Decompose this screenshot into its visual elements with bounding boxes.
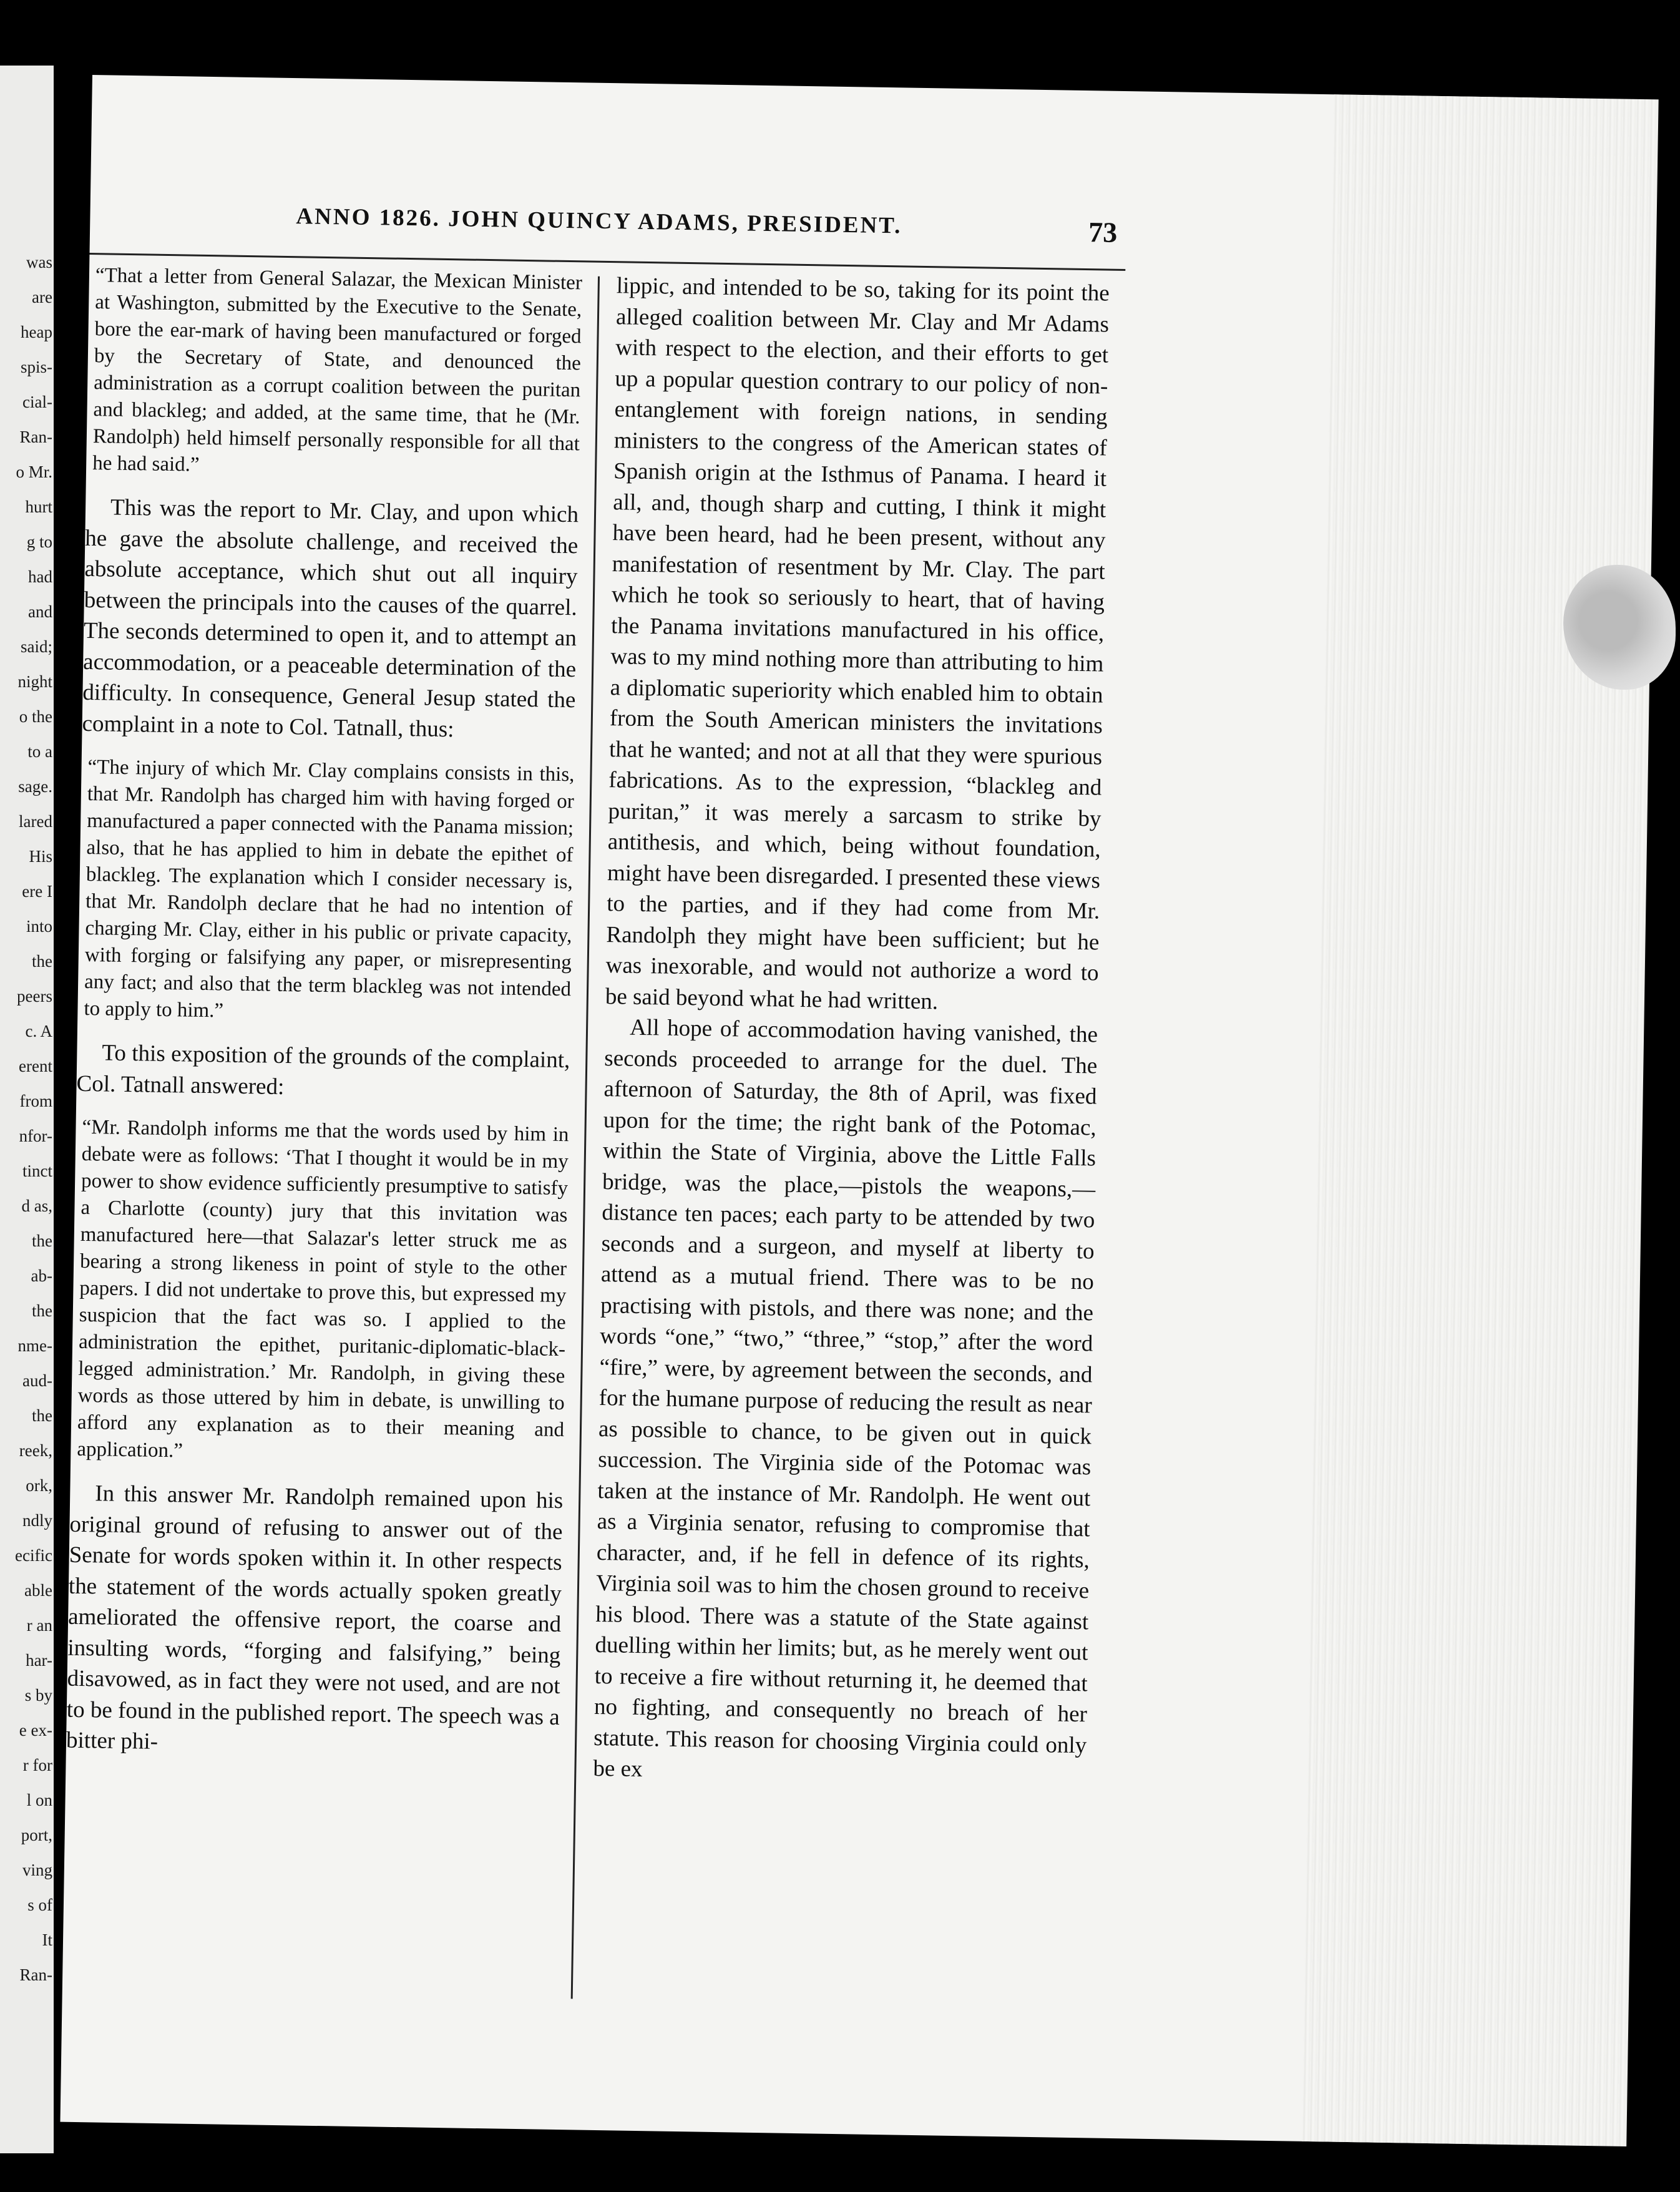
previous-page-fragment: e ex- [19, 1721, 52, 1739]
previous-page-fragment: able [24, 1581, 52, 1600]
previous-page-fragment: d as, [21, 1196, 52, 1215]
quote-salazar-letter: “That a letter from General Salazar, the Mexican Minister at Washington, submitted by the Executive to the Senate, bore the ear-mark of having been manufactured or forged by the Secretary of State, and denounced the administration as a corrupt coalition between the puritan and blackleg; and added, at the same time, that he (Mr. Randolph) held himself personally responsible for all that he had said.” [92, 264, 583, 476]
previous-page-fragment: s by [24, 1686, 52, 1705]
previous-page-fragment: to a [27, 742, 52, 761]
previous-page-fragment: har- [26, 1651, 52, 1670]
previous-page-fragment: are [32, 288, 52, 306]
paragraph-philippic: lippic, and intended to be so, taking for its point the alleged coalition between Mr. Clay and Mr Adams with respect to the election, and their efforts to get up a popular question contrary to our policy of non-entanglement with foreign nations, in sending ministers to the congress of the American states of Spanish origin at the Isthmus of Panama. I heard it all, and, though sharp and cutting, I think it might have been heard, had he been present, without any manifestation of resentment by Mr. Clay. The part which he took so seriously to heart, that of having the Panama invitations manufactured in his office, was to my mind nothing more than attributing to him a diplomatic superiority which enabled him to obtain from the South American ministers the invitations that he wanted; and not at all that they were spurious fabrications. As to the expression, “blackleg and puritan,” it was merely a sarcasm to strike by antithesis, and which, being without foundation, might have been disregarded. I presented these views to the parties, and if they had come from Mr. Randolph they might have been sufficient; but he was inexorable, and would not authorize a word to be said beyond what he had written. [605, 273, 1110, 1014]
previous-page-fragment: hurt [25, 497, 52, 516]
previous-page-fragment: the [32, 1301, 52, 1320]
quote-jesup-complaint: “The injury of which Mr. Clay complains consists in this, that Mr. Randolph has charged him with having forged or manufactured a paper connected with the Panama mission; also, that he has applied to him in debate the epithet of blackleg. The explanation which I consider necessary is, that Mr. Randolph declare that he had no intention of charging Mr. Clay, either in his public or private capacity, with forging or falsifying any paper, or misrepresenting any fact; and also that the term blackleg was not intended to apply to him.” [84, 756, 575, 1022]
previous-page-fragment: l on [26, 1791, 52, 1809]
previous-page-fragment: o the [19, 707, 52, 726]
quote-randolph-words: “Mr. Randolph informs me that the words used by him in debate were as follows: ‘That I thought it would be in my power to show evidence sufficiently presumptive to satisfy a Charlotte (county) jury that this invitation was manufactured here—that Salazar's letter struck me as bearing a strong likeness in point of style to the other papers. I did not undertake to prove this, but expressed my suspicion that the fact was so. I applied to the administration the epithet, puritanic-diplomatic-black-legged administration.’ Mr. Randolph, in giving these words as those uttered by him in debate, is unwilling to afford any explanation as to their meaning and application.” [77, 1115, 569, 1462]
previous-page-fragment: Ran- [19, 1965, 52, 1984]
previous-page-fragment: sage. [18, 777, 52, 796]
previous-page-fragment: the [32, 952, 52, 971]
previous-page-fragment: lared [19, 812, 52, 831]
previous-page-fragment: ork, [26, 1476, 52, 1495]
page-number: 73 [1088, 216, 1118, 248]
previous-page-fragment: tinct [22, 1162, 52, 1180]
paragraph-tatnall-answer: To this exposition of the grounds of the complaint, Col. Tatnall answered: [76, 1040, 570, 1100]
previous-page-fragment: c. A [25, 1022, 52, 1040]
paragraph-report-to-clay: This was the report to Mr. Clay, and upon which he gave the absolute challenge, and received the absolute acceptance, which shut out all inquiry between the principals into the causes of the quarrel. The seconds determined to open it, and to attempt an accommodation, or a peaceable determination of the difficulty. In consequence, General Jesup stated the complaint in a note to Col. Tatnall, thus: [82, 494, 579, 742]
previous-page-fragment: aud- [22, 1371, 52, 1390]
previous-page-fragment: ving [22, 1861, 52, 1879]
previous-page-fragment: erent [19, 1057, 52, 1075]
previous-page-fragment: g to [26, 532, 52, 551]
previous-page-fragment: night [17, 672, 52, 691]
previous-page-fragment: spis- [20, 358, 52, 376]
running-head: ANNO 1826. JOHN QUINCY ADAMS, PRESIDENT. [296, 203, 902, 239]
previous-page-fragment: cial- [22, 393, 52, 411]
book-page [60, 75, 1565, 2145]
previous-page-fragment: into [26, 917, 52, 936]
previous-page-fragment: r for [22, 1756, 52, 1774]
paragraph-randolph-ground: In this answer Mr. Randolph remained upon his original ground of refusing to answer out of the Senate for words spoken within it. In other respects the statement of the words actually spoken greatly ameliorated the offensive report, the coarse and insulting words, “forging and falsifying,” being disavowed, as in fact they were not used, and are not to be found in the published report. The speech was a bitter phi- [66, 1480, 564, 1754]
previous-page-fragment: ecific [15, 1546, 52, 1565]
previous-page-fragment: ere I [22, 882, 52, 901]
previous-page-fragment: ab- [31, 1266, 52, 1285]
previous-page-fragment: o Mr. [16, 462, 52, 481]
previous-page-fragment: peers [17, 987, 52, 1005]
right-column [593, 270, 1110, 1792]
previous-page-fragment: the [32, 1406, 52, 1425]
previous-page-fragment: and [28, 602, 52, 621]
page-edges [1302, 94, 1658, 2146]
previous-page-fragment: was [26, 253, 52, 272]
left-column [66, 262, 582, 1764]
previous-page-fragment: had [28, 567, 52, 586]
previous-page-fragment: reek, [19, 1441, 52, 1460]
previous-page-fragment: nme- [17, 1336, 52, 1355]
previous-page-fragment: r an [26, 1616, 52, 1635]
previous-page-fragment: s of [27, 1896, 52, 1914]
previous-page-fragment: nfor- [19, 1127, 52, 1145]
previous-page-fragment: said; [21, 637, 52, 656]
previous-page-fragment: ndly [22, 1511, 52, 1530]
previous-page-fragment: port, [21, 1826, 52, 1844]
previous-page-fragment: heap [21, 323, 52, 341]
previous-page-fragment: His [29, 847, 52, 866]
paragraph-duel-arrangements: All hope of accommodation having vanished, the seconds proceeded to arrange for the duel. The afternoon of Saturday, the 8th of April, was fixed upon for the time; the right bank of the Potomac, within the State of Virginia, above the Little Falls bridge, was the place,—pistols the weapons,—distance ten paces; each party to be attended by two seconds and a surgeon, and myself at liberty to attend as a mutual friend. There was to be no practising with pistols, and there was none; and the words “one,” “two,” “three,” “stop,” after the word “fire,” were, by agreement between the seconds, and for the humane purpose of reducing the result as near as possible to chance, to be given out in quick succession. The Virginia side of the Potomac was taken at the instance of Mr. Randolph. He went out as a Virginia senator, refusing to compromise that character, and, if he fell in defence of its rights, Virginia soil was to him the chosen ground to receive his blood. There was a statute of the State against duelling within her limits; but, as he merely went out to receive a fire without returning it, he deemed that no fighting, and consequently no breach of her statute. This reason for choosing Virginia could only be ex [593, 1014, 1098, 1783]
previous-page-fragment: the [32, 1231, 52, 1250]
previous-page-fragment: It [42, 1930, 52, 1949]
previous-page-fragment: Ran- [19, 428, 52, 446]
previous-page-edge [0, 66, 54, 2153]
previous-page-fragment: from [19, 1092, 52, 1110]
